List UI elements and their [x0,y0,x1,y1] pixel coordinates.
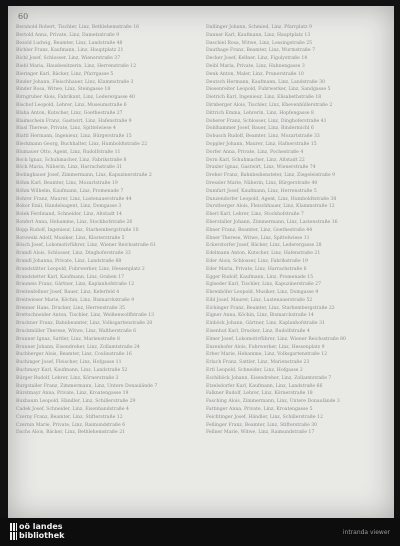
directory-entry: Bischof Leopold, Lehrer, Linz, Museumstraße 6 [16,102,127,108]
directory-entry: Bleckmann Georg, Buchhalter, Linz, Humboldtstraße 22 [16,141,148,147]
directory-entry: Fattinger Anna, Private, Linz, Kroatengasse 5 [206,407,313,413]
directory-entry: Eisenhut Karl, Drucker, Linz, Rudolfstraße 4 [206,329,310,335]
viewer-label: intranda viewer [342,529,390,536]
directory-entry: Durstberger Alois, Fleischhauer, Linz, Klammstraße 12 [206,204,335,210]
directory-entry: Dunzendorfer Leopold, Agent, Linz, Humboldtstraße 38 [206,196,337,202]
directory-entry: Fellner Marie, Witwe, Linz, Raimundstraße 17 [206,430,315,436]
directory-entry: Erlach Franz, Sattler, Linz, Marienstraße 23 [206,360,310,366]
directory-entry: Brandl Johanna, Private, Linz, Landstraße 88 [16,258,122,264]
directory-entry: Etzelsdorfer Karl, Kaufmann, Linz, Landstraße 66 [206,383,323,389]
directory-entry: Blaimschein Franz, Gastwirt, Linz, Hafenstraße 9 [16,118,132,124]
directory-entry: Bürstmayr Anna, Private, Linz, Kroatengasse 19 [16,391,129,397]
library-logo[interactable] [10,522,64,540]
directory-entry: Deutsch Hermann, Kaufmann, Linz, Landstraße 30 [206,79,325,85]
directory-entry: Egger Rudolf, Kaufmann, Linz, Promenade 15 [206,274,314,280]
directory-entry: Dobusch Rudolf, Beamter, Linz, Mozartstraße 33 [206,134,320,140]
directory-entry: Dressler Marie, Näherin, Linz, Bürgerstraße 40 [206,180,318,186]
directory-entry: Bock Ignaz, Schuhmacher, Linz, Fabrikstraße 8 [16,157,127,163]
directory-entry: Blattl Hermann, Ingenieur, Linz, Bürgerstraße 15 [16,134,132,140]
directory-entry: Daschiel Rosa, Witwe, Linz, Lessingstraße 25 [206,40,313,46]
directory-entry: Czerny Franz, Beamter, Linz, Stifterstraße 12 [16,414,123,420]
directory-entry: Brettschneider Anton, Tischler, Linz, Weißenwolffstraße 13 [16,313,155,319]
directory-entry: Brunner Johann, Eisendreher, Linz, Zollamtstraße 24 [16,344,140,350]
directory-entry: Fellinger Franz, Beamter, Linz, Stifterstraße 30 [206,422,318,428]
directory-entry: Dauthage Franz, Beamter, Linz, Wurmstraße 7 [206,48,316,54]
directory-entry: Breitwieser Marie, Köchin, Linz, Bismarckstraße 9 [16,297,135,303]
directory-entry: Blasl Therese, Private, Linz, Spittelwiese 4 [16,126,116,132]
directory-entry: Doppler Johann, Maurer, Linz, Hafnerstraße 15 [206,141,317,147]
directory-entry: Danner Karl, Kaufmann, Linz, Hauptplatz 13 [206,32,311,38]
directory-entry: Eichinger Franz, Beamter, Linz, Starhembergstraße 22 [206,305,335,311]
directory-entry: Enzenhofer Alois, Fuhrwerker, Linz, Hessenplatz 9 [206,344,325,350]
directory-entry: Eberl Karl, Lehrer, Linz, Stockhofstraße 7 [206,212,304,218]
directory-entry: Ebner Franz, Beamter, Linz, Goethestraße 44 [206,227,313,233]
directory-entry: Dietrich Karl, Ingenieur, Linz, Elisabethstraße 18 [206,95,322,101]
logo-line-1: oö landes [19,522,63,531]
directory-entry: Fasching Alois, Zimmermann, Linz, Untere Donaulände 3 [206,399,340,405]
directory-entry: Birngruber Alois, Fabrikant, Linz, Lederergasse 40 [16,95,135,101]
directory-entry: Draxler Ignaz, Gastwirt, Linz, Wienerstraße 74 [206,165,316,171]
directory-entry: Buchmayr Karl, Kaufmann, Linz, Landstraße 52 [16,368,128,374]
directory-entry: Bolek Ferdinand, Schneider, Linz, Altstadt 14 [16,212,122,218]
directory-entry: Bopp Rudolf, Ingenieur, Linz, Starhembergstraße 10 [16,227,139,233]
directory-entry: Böck Maria, Näherin, Linz, Harrachstraße 31 [16,165,123,171]
directory-entry: Dorn Karl, Schuhmacher, Linz, Altstadt 22 [206,157,305,163]
directory-entry: Erber Marie, Hebamme, Linz, Volksgartenstraße 12 [206,352,328,358]
directory-entry: Dumfart Josef, Kaufmann, Linz, Herrenstraße 5 [206,188,317,194]
directory-entry: Dirnberger Alois, Tischler, Linz, Khevenhüllerstraße 2 [206,102,333,108]
directory-entry: Bokor Emil, Handelsagent, Linz, Domgasse 3 [16,204,122,210]
directory-entry: Einböck Johann, Gärtner, Linz, Kaplanhofstraße 31 [206,321,325,327]
logo-bars-icon [10,532,17,540]
directory-entry: Brandl Alois, Schlosser, Linz, Dinghoferstraße 33 [16,251,131,257]
directory-entry: Dreher Franz, Bahnbediensteter, Linz, Ziegeleistraße 9 [206,173,336,179]
directory-entry: Eberstaller Johann, Zimmermann, Linz, Lastenstraße 16 [206,219,338,225]
directory-entry: Bruckmüller Therese, Witwe, Linz, Waltherstraße 6 [16,329,137,335]
directory-entry: Bruckner Franz, Bahnbeamter, Linz, Volksgartenstraße 20 [16,321,153,327]
directory-entry: Brauneis Franz, Gärtner, Linz, Kaplanhofstraße 12 [16,282,135,288]
directory-entry: Bösch Josef, Lokomotivführer, Linz, Wiener Reichsstraße 61 [16,243,156,249]
directory-entry: Decker Josef, Kellner, Linz, Figulystraße 14 [206,56,308,62]
directory-entry: Binder Johann, Fleischhauer, Linz, Klammstraße 3 [16,79,134,85]
directory-entry: Buchberger Alois, Beamter, Linz, Coulinstraße 16 [16,352,132,358]
directory-entry: Bichler Franz, Kaufmann, Linz, Hauptplatz 21 [16,48,124,54]
directory-entry: Eigner Anna, Köchin, Linz, Bismarckstraße 14 [206,313,314,319]
directory-entry: Feichtinger Josef, Händler, Linz, Schillerstraße 12 [206,414,323,420]
directory-entry: Bezold Ludwig, Beamter, Linz, Landstraße 48 [16,40,123,46]
directory-entry: Binder Rosa, Witwe, Linz, Steingasse 18 [16,87,111,93]
directory-entry: Eckerstorfer Josef, Bäcker, Linz, Lederergasse 28 [206,243,322,249]
directory-entry: Deibl Maria, Private, Linz, Hahnengasse 3 [206,63,305,69]
directory-entry: Falkner Rudolf, Lehrer, Linz, Körnerstraße 18 [206,391,313,397]
directory-entry: Ertl Leopold, Schneider, Linz, Hofgasse 2 [206,368,303,374]
directory-entry: Bernhold Robert, Tischler, Linz, Bethlehemstraße 16 [16,25,140,30]
directory-entry: Ehrenhöfer Leopold, Musiker, Linz, Domgasse 9 [206,290,319,296]
directory-entry: Buxbaum Leopold, Händler, Linz, Schillerstraße 29 [16,399,136,405]
page-number: 60 [18,12,29,21]
directory-entry: Dittrich Emma, Lehrerin, Linz, Hopfengasse 8 [206,110,314,116]
directory-entry: Bodingbauer Josef, Zimmermann, Linz, Kapuzinerstraße 2 [16,173,152,179]
directory-entry: Bonfert Anna, Hebamme, Linz, Stockhofstraße 26 [16,219,133,225]
directory-entry: Brandstätter Leopold, Fuhrwerker, Linz, Hessenplatz 2 [16,266,145,272]
directory-entry: Brandstetter Karl, Kaufmann, Linz, Graben 17 [16,274,125,280]
scanned-page [8,6,394,518]
directory-entry: Böhm Wilhelm, Kaufmann, Linz, Promenade 7 [16,188,124,194]
directory-entry: Doberer Franz, Schlosser, Linz, Dinghoferstraße 41 [206,118,327,124]
directory-entry: Elmer Josef, Lokomotivführer, Linz, Wiener Reichsstraße 80 [206,336,346,342]
directory-entry: Eibl Josef, Maurer, Linz, Lustenauerstraße 52 [206,297,313,303]
left-column [16,24,194,510]
directory-entry: Denk Anton, Maler, Linz, Prunerstraße 10 [206,71,304,77]
logo-line-2: bibliothek [19,531,65,540]
directory-entry: Eglseder Karl, Tischler, Linz, Kapuzinerstraße 27 [206,282,322,288]
directory-entry: Blumauer Otto, Agent, Linz, Rudolfstraße 11 [16,149,121,155]
right-column [206,24,384,510]
directory-entry: Bertold Anna, Private, Linz, Dametzstraße 9 [16,32,120,38]
logo-bars-icon [10,523,17,531]
directory-entry: Doblhammer Josef, Bauer, Linz, Bindermichl 6 [206,126,314,132]
directory-entry: Borowski Adolf, Musiker, Linz, Klosterstraße 5 [16,235,125,241]
directory-entry: Böhm Karl, Beamter, Linz, Mozartstraße 19 [16,180,118,186]
directory-entry: Biebl Maria, Hausbesitzerin, Linz, Herrenstraße 12 [16,63,137,69]
directory-entry: Brenner Hans, Drucker, Linz, Herrenstraße 35 [16,305,125,311]
directory-entry: Cadek Josef, Schneider, Linz, Eisenhandstraße 4 [16,407,129,413]
directory-entry: Bieringer Karl, Bäcker, Linz, Pfarrgasse 5 [16,71,114,77]
directory-entry: Eder Alois, Schlosser, Linz, Fabrikstraße 19 [206,258,308,264]
directory-entry: Edelmann Anton, Kutscher, Linz, Hafenstraße 21 [206,251,321,257]
directory-entry: Dachs Alois, Bäcker, Linz, Bethlehemstraße 21 [16,430,126,436]
directory-entry: Eder Maria, Private, Linz, Harrachstraße 6 [206,266,307,272]
directory-entry: Czernin Marie, Private, Linz, Raimundstraße 6 [16,422,126,428]
directory-entry: Dallinger Johann, Schmied, Linz, Pfarrplatz 9 [206,25,312,30]
directory-entry: Bichl Josef, Schlosser, Linz, Wienerstraße 37 [16,56,121,62]
directory-entry: Dorfer Anna, Private, Linz, Pochestraße 4 [206,149,304,155]
directory-entry: Burgstaller Franz, Zimmermann, Linz, Untere Donaulände 7 [16,383,158,389]
directory-entry: Diesenreiter Leopold, Fuhrwerker, Linz, Sandgasse 5 [206,87,331,93]
directory-entry: Eschlböck Johann, Eisendreher, Linz, Zollamtstraße 7 [206,375,332,381]
directory-entry: Blaha Anton, Kutscher, Linz, Goethestraße 27 [16,110,123,116]
directory-entry: Breitenfellner Josef, Bauer, Linz, Keferfeld 4 [16,290,120,296]
directory-entry: Brunner Ignaz, Sattler, Linz, Marienstraße 8 [16,336,120,342]
directory-entry: Bohrer Franz, Maurer, Linz, Lustenauerstraße 44 [16,196,132,202]
directory-entry: Buchinger Josef, Fleischer, Linz, Hofgasse 11 [16,360,122,366]
directory-entry: Ebner Therese, Witwe, Linz, Spittelwiese 11 [206,235,310,241]
directory-entry: Bürger Rudolf, Lehrer, Linz, Körnerstraße 3 [16,375,119,381]
